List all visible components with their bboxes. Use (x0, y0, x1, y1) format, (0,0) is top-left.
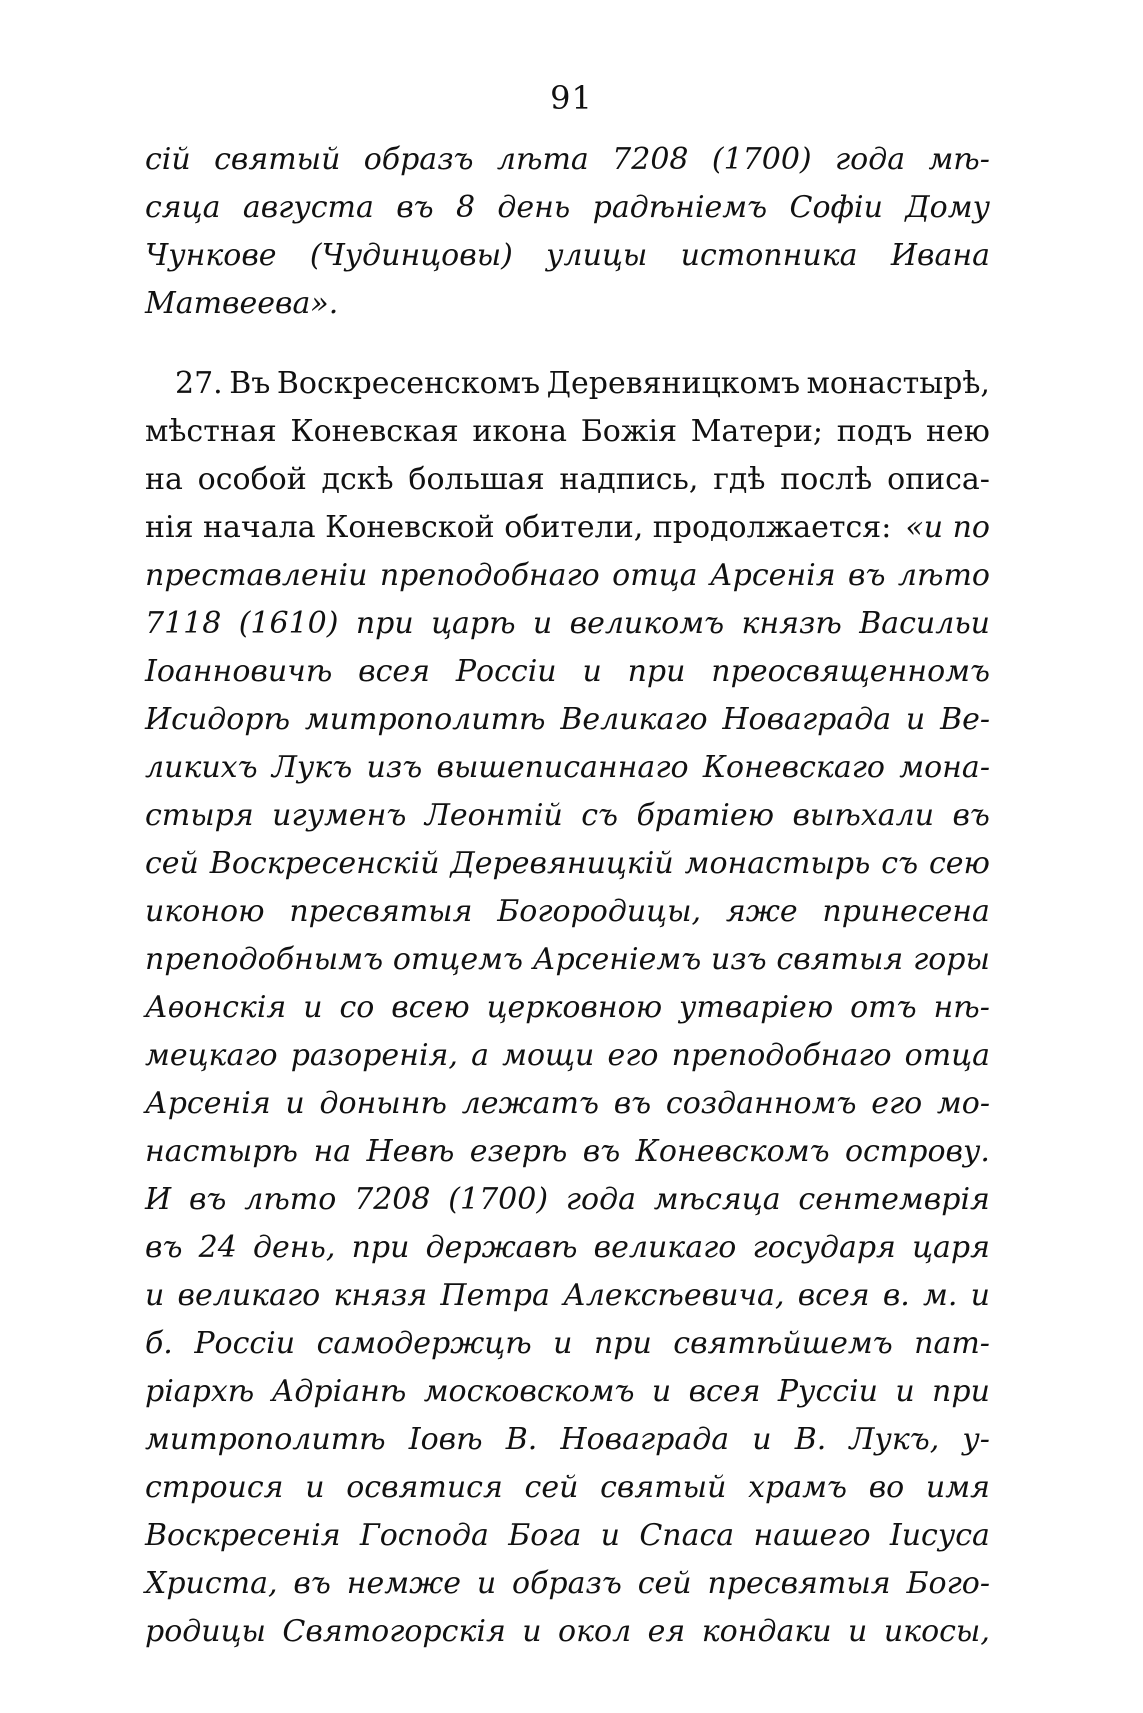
word: всея (797, 1278, 870, 1313)
word: Арсенія (709, 558, 836, 593)
word: образъ (512, 1566, 622, 1601)
text-line (145, 1128, 990, 1176)
word: мецкаго (145, 1038, 278, 1073)
word: Ве- (940, 702, 990, 737)
word: день (497, 190, 571, 225)
word: съ (881, 846, 919, 881)
text-line (145, 792, 990, 840)
word: мѣстная (145, 414, 277, 449)
word: отъ (850, 990, 917, 1025)
text-line (145, 1512, 990, 1560)
word: и (476, 1566, 497, 1601)
word: освятися (346, 1470, 503, 1505)
word: и (600, 1518, 620, 1553)
word: государя (752, 1230, 896, 1265)
word: митрополитѣ (304, 702, 546, 737)
word: и (582, 654, 602, 689)
text-line (145, 1224, 990, 1272)
word: Коневскомъ (635, 1134, 830, 1169)
text-line (145, 984, 990, 1032)
word: святѣйшемъ (673, 1326, 893, 1361)
word: вышеписаннаго (436, 750, 689, 785)
word: мо- (936, 1086, 990, 1121)
word: Іоанновичѣ (145, 654, 333, 689)
word: изъ (710, 942, 767, 977)
word: ріархѣ (145, 1374, 255, 1409)
word: донынѣ (319, 1086, 447, 1121)
word: 7118 (145, 606, 222, 641)
word: при (351, 1230, 410, 1265)
word: яже (725, 894, 798, 929)
word: сей (524, 1470, 579, 1505)
word: во (868, 1470, 905, 1505)
word: Іисуса (889, 1518, 990, 1553)
word: митрополитѣ (145, 1422, 386, 1457)
word: Великаго (560, 702, 708, 737)
paragraph-continuation (145, 136, 990, 328)
text-line (145, 1560, 990, 1608)
word: Арсенія (145, 1086, 271, 1121)
word: и (285, 1086, 305, 1121)
word: пат- (914, 1326, 990, 1361)
word: самодержцѣ (316, 1326, 532, 1361)
word: монастырѣ, (806, 366, 990, 401)
word: ея (647, 1614, 686, 1649)
text-line (145, 648, 990, 696)
word: въ (396, 190, 434, 225)
word: пресвятыя (289, 894, 473, 929)
word: князѣ (741, 606, 842, 641)
word: въ (613, 1086, 652, 1121)
word: нашего (753, 1518, 871, 1553)
word: строися (145, 1470, 284, 1505)
word: и (303, 990, 323, 1025)
word: державѣ (425, 1230, 578, 1265)
word: икона (472, 414, 568, 449)
word: храмъ (748, 1470, 848, 1505)
word: Васильи (859, 606, 990, 641)
word: имя (925, 1470, 990, 1505)
word: (1610) (238, 606, 339, 641)
word: б. (145, 1326, 173, 1361)
word: преподобнаго (671, 1038, 892, 1073)
word: 7208 (354, 1182, 431, 1217)
word: преподобнымъ (145, 942, 384, 977)
word: великаго (593, 1230, 737, 1265)
word: у- (962, 1422, 990, 1457)
word: на (313, 1134, 352, 1169)
text-line (145, 184, 990, 232)
word: а (471, 1038, 489, 1073)
word: Дому (905, 190, 990, 225)
word: улицы (546, 238, 648, 273)
word: Бого- (906, 1566, 990, 1601)
word: царя (912, 1230, 990, 1265)
word: принесена (822, 894, 990, 929)
text-line (145, 1464, 990, 1512)
word: кондаки (701, 1614, 832, 1649)
word: мѣсяца (653, 1182, 781, 1217)
word: и (651, 1374, 672, 1409)
word: езерѣ (469, 1134, 568, 1169)
word: преподобнаго (379, 558, 600, 593)
word: церковною (486, 990, 663, 1025)
word: Коневская (290, 414, 459, 449)
word: сей (637, 1566, 692, 1601)
text-line-mixed (145, 504, 990, 552)
word: горы (913, 942, 990, 977)
word: и (970, 1278, 990, 1313)
word: Воскресенскій (209, 846, 440, 881)
text-line (145, 1176, 990, 1224)
word: и (752, 1422, 772, 1457)
word: Петра (440, 1278, 550, 1313)
word: лѣто (897, 558, 990, 593)
word: его (607, 1038, 659, 1073)
word: (1700) (448, 1182, 549, 1217)
word: при (627, 654, 686, 689)
word: князя (333, 1278, 428, 1313)
word: выѣхали (792, 798, 935, 833)
word: великаго (177, 1278, 321, 1313)
text-line (145, 360, 990, 408)
text-line (145, 888, 990, 936)
word: Христа, (145, 1566, 278, 1601)
word: Богородицы, (497, 894, 702, 929)
paragraph-27 (145, 360, 990, 1656)
word: преставленіи (145, 558, 368, 593)
text-line (145, 1368, 990, 1416)
word: подъ (836, 414, 913, 449)
word: со (339, 990, 375, 1025)
text-line (145, 1320, 990, 1368)
word: гдѣ (713, 462, 766, 497)
word: икосы, (883, 1614, 990, 1649)
word: Адріанѣ (271, 1374, 407, 1409)
word: иконою (145, 894, 265, 929)
word: отца (904, 1038, 990, 1073)
word: особой (197, 462, 307, 497)
word: братіею (636, 798, 775, 833)
word: Чункове (145, 238, 277, 273)
word: радѣніемъ (592, 190, 768, 225)
text-line (145, 1032, 990, 1080)
word: настырѣ (145, 1134, 299, 1169)
word: Новаграда (560, 1422, 730, 1457)
word: 24 (198, 1230, 237, 1265)
word: (Чудинцовы) (309, 238, 513, 273)
word: ликихъ (145, 750, 258, 785)
word: игуменъ (272, 798, 407, 833)
word: отца (612, 558, 698, 593)
text-line (145, 1416, 990, 1464)
word: И (145, 1182, 172, 1217)
word: и (532, 606, 553, 641)
word: сяца (145, 190, 221, 225)
word: при (593, 1326, 652, 1361)
word: пресвятыя (707, 1566, 891, 1601)
word: Леонтій (424, 798, 563, 833)
word: лежатъ (461, 1086, 599, 1121)
word: Матери; (690, 414, 823, 449)
word: отцемъ (392, 942, 523, 977)
word: (1700) (711, 142, 812, 177)
word: Руссіи (777, 1374, 878, 1409)
word: въ (145, 1230, 183, 1265)
word: в. (882, 1278, 910, 1313)
word: сею (928, 846, 990, 881)
text-roman-part: нія начала Коневской обители, продолжается: (145, 510, 892, 545)
word: нѣ- (933, 990, 990, 1025)
word: Лукъ, (849, 1422, 940, 1457)
word: мѣ- (928, 142, 990, 177)
word: истопника (680, 238, 858, 273)
text-line (145, 840, 990, 888)
word: съ (581, 798, 619, 833)
word: и (145, 1278, 165, 1313)
text-line (145, 408, 990, 456)
word: Лукъ (271, 750, 353, 785)
word: Коневскаго (702, 750, 885, 785)
word: Россіи (194, 1326, 296, 1361)
word: Деревяницкомъ (546, 366, 801, 401)
word: надпись, (559, 462, 699, 497)
word: сентемврія (798, 1182, 990, 1217)
text-line (145, 456, 990, 504)
word: сей (145, 846, 199, 881)
word: 27. (175, 366, 223, 401)
word: святыя (776, 942, 904, 977)
word: день, (253, 1230, 336, 1265)
word: Въ (229, 366, 271, 401)
page-number: 91 (550, 79, 593, 117)
word: Исидорѣ (145, 702, 291, 737)
word: образъ (363, 142, 474, 177)
word: созданномъ (665, 1086, 857, 1121)
word: мощи (502, 1038, 595, 1073)
word: и (522, 1614, 542, 1649)
word: въ (582, 1134, 621, 1169)
word: Аѳонскія (145, 990, 287, 1025)
word: и (553, 1326, 573, 1361)
word: въ (188, 1182, 227, 1217)
word: въ (293, 1566, 331, 1601)
word: московскомъ (423, 1374, 635, 1409)
word: Бога (508, 1518, 582, 1553)
word: нею (926, 414, 990, 449)
word: В. (505, 1422, 538, 1457)
word: Деревяницкій (450, 846, 674, 881)
text-line (145, 1272, 990, 1320)
word: и (895, 1374, 915, 1409)
word: царѣ (431, 606, 516, 641)
word: и (848, 1614, 868, 1649)
word: Арсеніемъ (532, 942, 702, 977)
text-italic-part: «и по (905, 510, 990, 545)
word: Софіи (789, 190, 883, 225)
word: всея (358, 654, 431, 689)
word: Спаса (639, 1518, 735, 1553)
word: 7208 (612, 142, 689, 177)
word: Господа (359, 1518, 489, 1553)
word: года (834, 142, 906, 177)
word: всею (391, 990, 470, 1025)
word: и (905, 702, 926, 737)
word: преосвященномъ (711, 654, 990, 689)
word: окол (558, 1614, 632, 1649)
word: Невѣ (366, 1134, 455, 1169)
text-line (145, 136, 990, 184)
text-line: Матвеева». (145, 286, 339, 321)
word: Ивана (890, 238, 990, 273)
word: монастырь (684, 846, 871, 881)
word: острову. (844, 1134, 990, 1169)
word: немже (346, 1566, 461, 1601)
text-line (145, 232, 990, 280)
word: сій (145, 142, 191, 177)
word: святый (600, 1470, 727, 1505)
text-line (145, 1608, 990, 1656)
word: при (932, 1374, 990, 1409)
text-line (145, 744, 990, 792)
word: разоренія, (290, 1038, 458, 1073)
word: года (565, 1182, 636, 1217)
word: въ (848, 558, 886, 593)
word: на (145, 462, 183, 497)
word: и (305, 1470, 325, 1505)
word: Россіи (455, 654, 557, 689)
word: Іовѣ (408, 1422, 483, 1457)
word: изъ (366, 750, 423, 785)
word: послѣ (780, 462, 873, 497)
word: Божія (580, 414, 677, 449)
text-line (145, 696, 990, 744)
word: Воскресенскомъ (276, 366, 541, 401)
word: м. (923, 1278, 958, 1313)
text-line (145, 936, 990, 984)
word: лѣто (244, 1182, 337, 1217)
word: утваріею (679, 990, 834, 1025)
word: августа (242, 190, 374, 225)
word: 8 (455, 190, 476, 225)
word: всея (688, 1374, 761, 1409)
word: великомъ (569, 606, 725, 641)
text-line (145, 1080, 990, 1128)
word: большая (408, 462, 545, 497)
text-line (145, 600, 990, 648)
word: Святогорскія (282, 1614, 506, 1649)
word: въ (952, 798, 990, 833)
word: лѣта (496, 142, 589, 177)
word: Новаграда (722, 702, 892, 737)
word: стыря (145, 798, 254, 833)
word: мона- (899, 750, 990, 785)
word: его (871, 1086, 923, 1121)
word: святый (214, 142, 341, 177)
word: В. (794, 1422, 827, 1457)
word: Алексѣевича, (563, 1278, 785, 1313)
word: Воскресенія (145, 1518, 341, 1553)
word: дскѣ (321, 462, 394, 497)
word: описа- (887, 462, 990, 497)
text-line (145, 552, 990, 600)
word: родицы (145, 1614, 266, 1649)
word: при (355, 606, 414, 641)
